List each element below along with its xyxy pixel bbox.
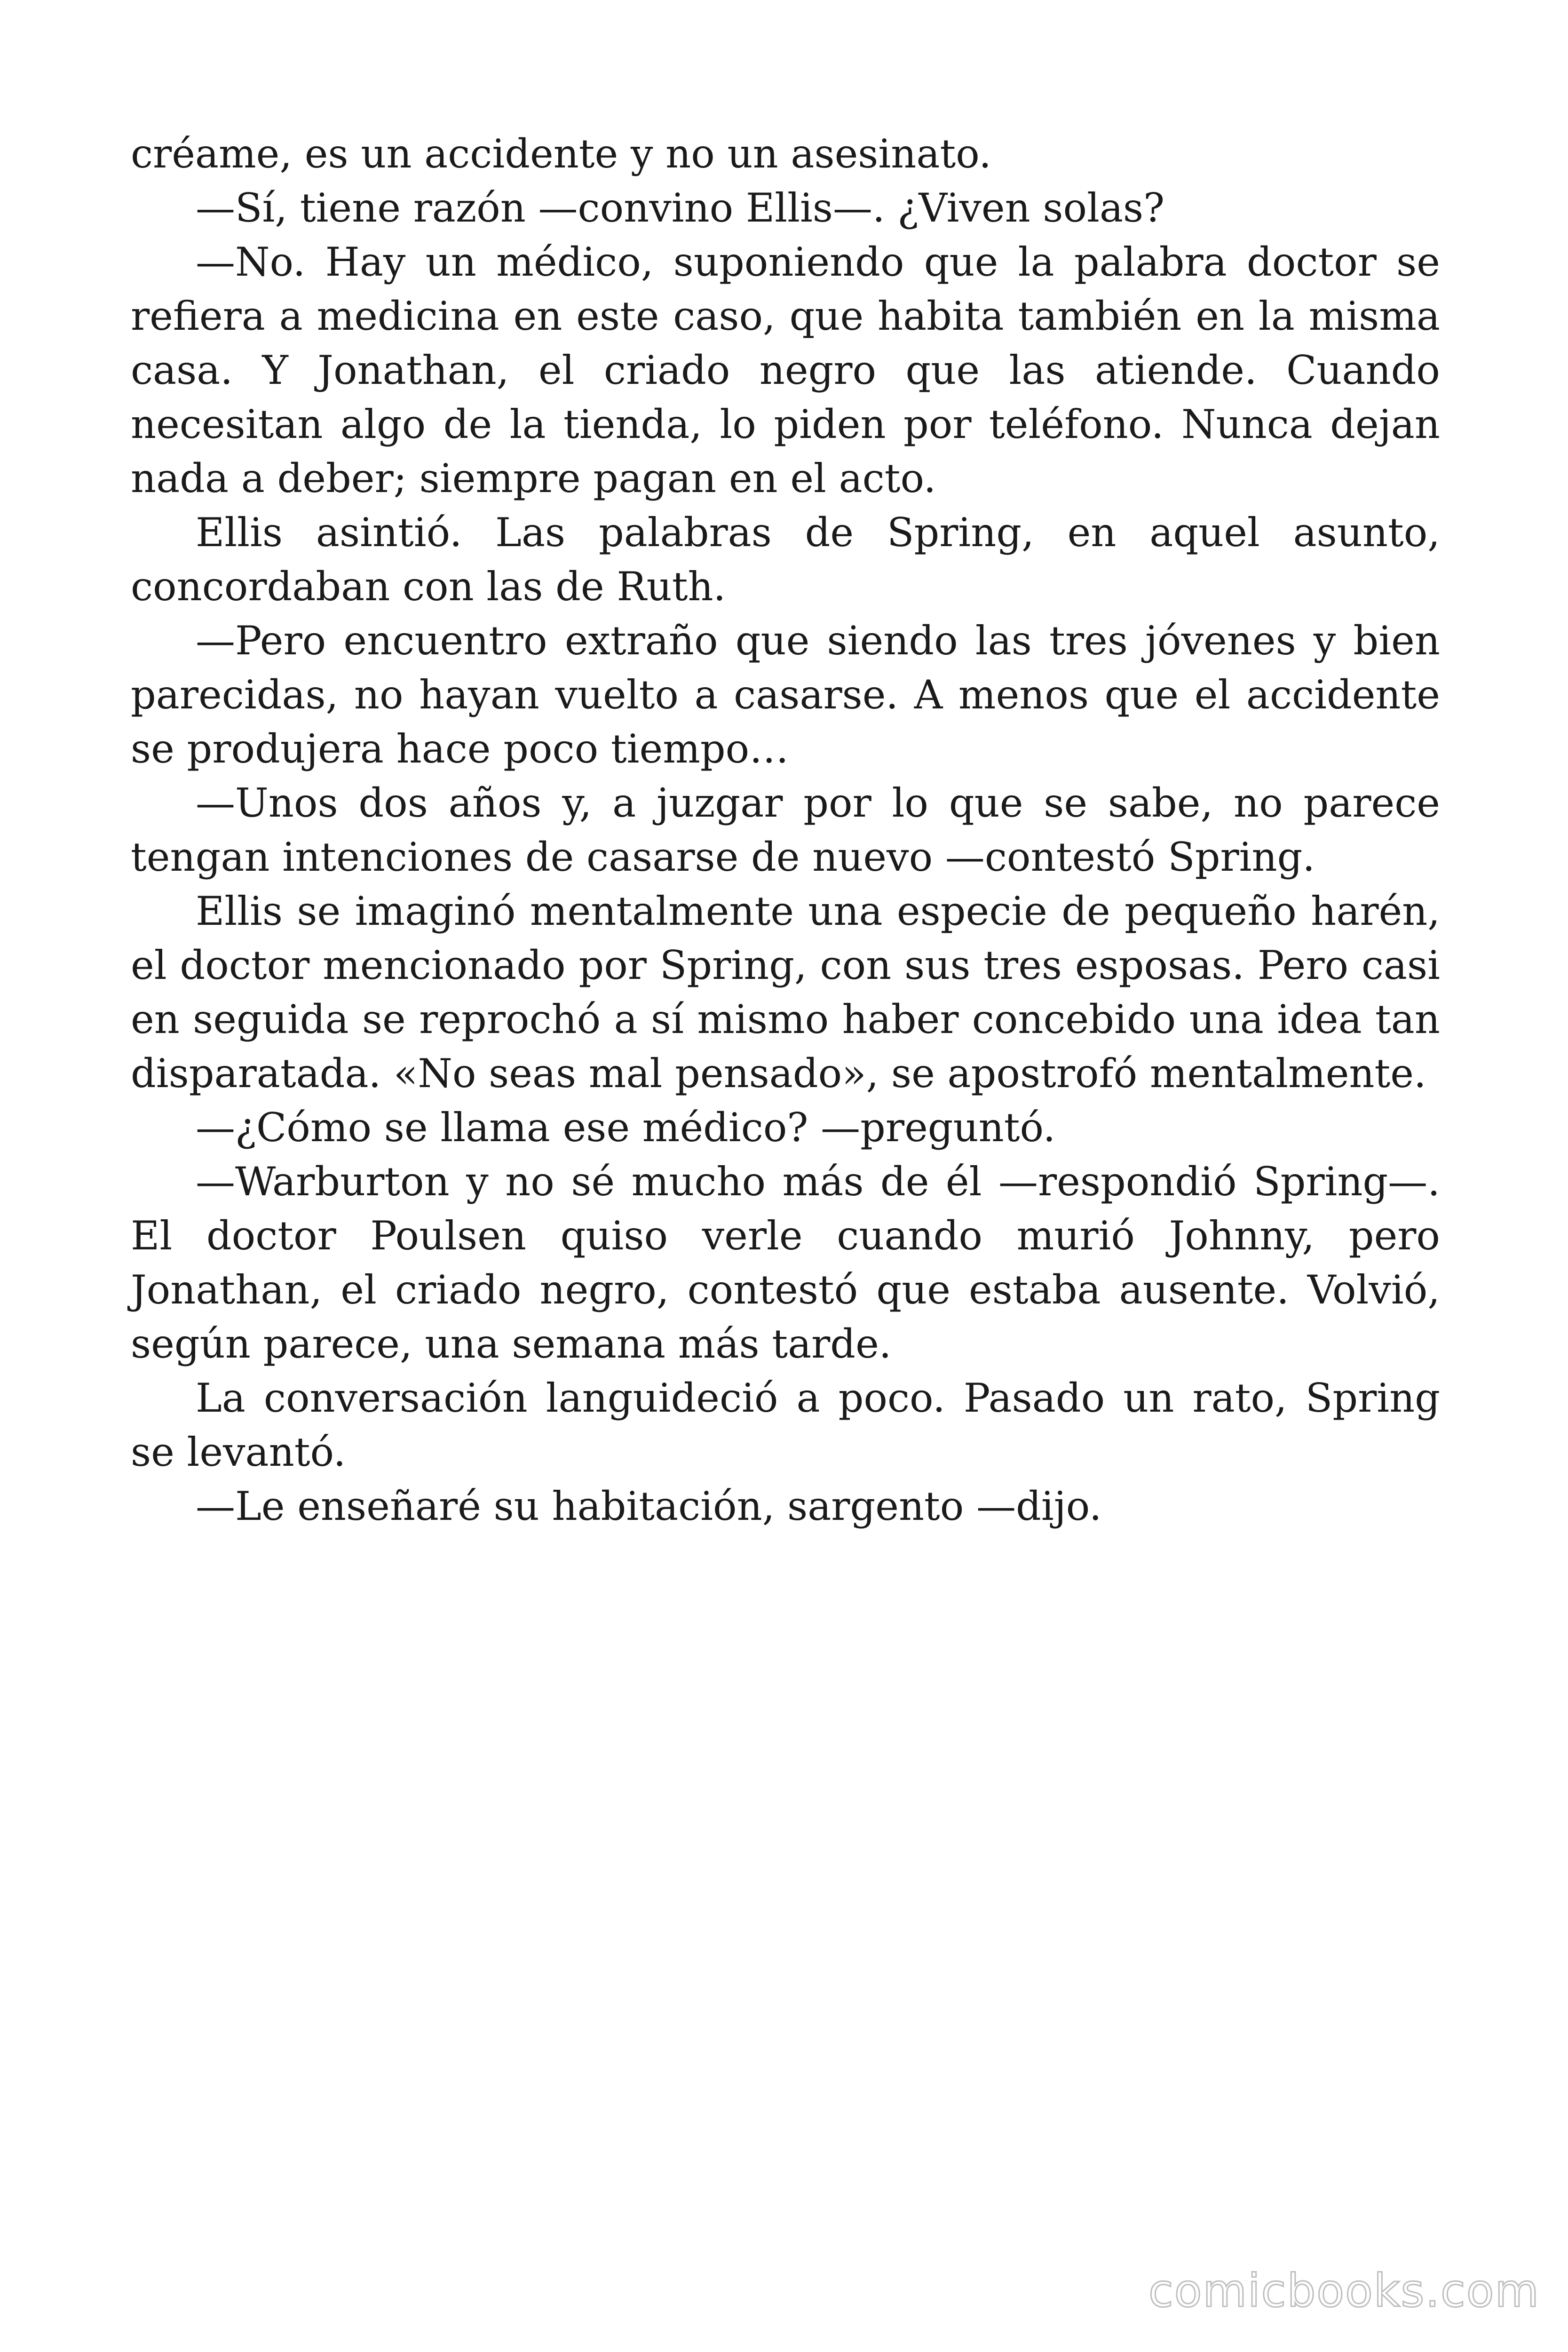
watermark: comicbooks.com (1148, 2265, 1540, 2317)
paragraph-dialogue: —Pero encuentro extraño que siendo las tres jóvenes y bien parecidas, no hayan vuelto a casarse. A menos que el accidente se produjera hace poco tiempo… (131, 618, 1440, 772)
page-text (131, 127, 1440, 1534)
paragraph-narration: Ellis asintió. Las palabras de Spring, en aquel asunto, concordaban con las de Ruth. (131, 509, 1440, 610)
paragraph-dialogue: —No. Hay un médico, suponiendo que la palabra doctor se refiera a medicina en este caso, que habita también en la misma casa. Y Jonathan, el criado negro que las atiende. Cuando necesitan algo de la tienda, lo piden por teléfono. Nunca dejan nada a deber; siempre pagan en el acto. (131, 239, 1440, 501)
paragraph-narration: Ellis se imaginó mentalmente una especie de pequeño harén, el doctor mencionado por Spring, con sus tres esposas. Pero casi en seguida se reprochó a sí mismo haber concebido una idea tan disparatada. «No seas mal pensado», se apostrofó mentalmente. (131, 888, 1440, 1097)
paragraph-dialogue: —¿Cómo se llama ese médico? —preguntó. (196, 1104, 1056, 1151)
paragraph-dialogue: —Unos dos años y, a juzgar por lo que se sabe, no parece tengan intenciones de casarse de nuevo —contestó Spring. (131, 780, 1440, 880)
paragraph-continuation: créame, es un accidente y no un asesinato. (131, 131, 991, 177)
paragraph-dialogue: —Warburton y no sé mucho más de él —respondió Spring—. El doctor Poulsen quiso verle cuando murió Johnny, pero Jonathan, el criado negro, contestó que estaba ausente. Volvió, según parece, una semana más tarde. (131, 1159, 1440, 1367)
paragraph-narration: La conversación languideció a poco. Pasado un rato, Spring se levantó. (131, 1375, 1440, 1475)
paragraph-dialogue: —Le enseñaré su habitación, sargento —dijo. (196, 1483, 1102, 1529)
paragraph-dialogue: —Sí, tiene razón —convino Ellis—. ¿Viven solas? (196, 185, 1165, 231)
